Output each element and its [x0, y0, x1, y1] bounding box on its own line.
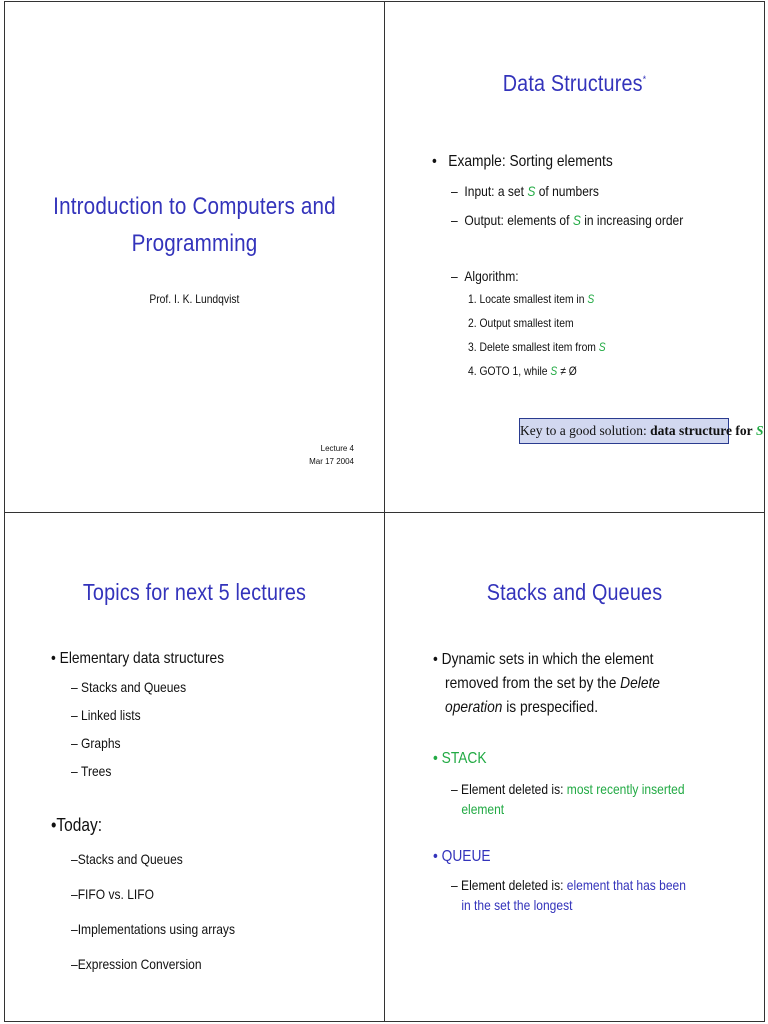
key-solution-box: Key to a good solution: data structure for S: [519, 418, 729, 444]
today-item: –Expression Conversion: [71, 956, 202, 972]
slide-1-title-line-1: Introduction to Computers and: [53, 193, 336, 220]
slide-1-title-line-2: Programming: [131, 230, 258, 257]
today-item: –Implementations using arrays: [71, 921, 235, 937]
slide-1-title: [32, 188, 358, 262]
queue-definition: – Element deleted is: element that has been in the set the longest: [451, 877, 686, 913]
slide-1-meta: [309, 442, 354, 468]
slide-2-title: Data Structures*: [502, 70, 647, 96]
step-4: 4. GOTO 1, while S ≠ Ø: [468, 364, 577, 378]
today-item: –FIFO vs. LIFO: [71, 886, 154, 902]
slide-3: [4, 512, 385, 1022]
slide-1-author: Prof. I. K. Lundqvist: [149, 292, 240, 306]
input-line: – Input: a set S of numbers: [451, 183, 599, 199]
step-2: 2. Output smallest item: [468, 316, 574, 330]
sub-item: – Linked lists: [71, 707, 141, 723]
step-3: 3. Delete smallest item from S: [468, 340, 606, 354]
bullet-elementary: • Elementary data structures: [51, 650, 225, 667]
slide-4-title: Stacks and Queues: [486, 579, 663, 605]
today-item: –Stacks and Queues: [71, 851, 183, 867]
bullet-today: •Today:: [51, 815, 103, 835]
lecture-date: Mar 17 2004: [309, 457, 354, 466]
slide-4: [384, 512, 765, 1022]
output-line: – Output: elements of S in increasing order: [451, 212, 684, 228]
slide-2-bullet: • Example: Sorting elements: [432, 153, 613, 170]
slide-1: [4, 1, 385, 513]
algorithm-label: – Algorithm:: [451, 268, 519, 284]
lecture-label: Lecture 4: [320, 444, 354, 453]
step-1: 1. Locate smallest item in S: [468, 292, 595, 306]
stack-label: • STACK: [433, 750, 487, 767]
sub-item: – Trees: [71, 763, 112, 779]
slide-2: [384, 1, 765, 513]
stack-definition: – Element deleted is: most recently inserted element: [451, 781, 685, 817]
bullet-dynamic-sets: • Dynamic sets in which the element removed from the set by the Delete operation is prespecified.: [433, 651, 660, 716]
sub-item: – Graphs: [71, 735, 121, 751]
queue-label: • QUEUE: [433, 848, 491, 865]
slide-3-title: Topics for next 5 lectures: [82, 579, 307, 605]
sub-item: – Stacks and Queues: [71, 679, 187, 695]
footnote-mark: *: [642, 74, 647, 86]
